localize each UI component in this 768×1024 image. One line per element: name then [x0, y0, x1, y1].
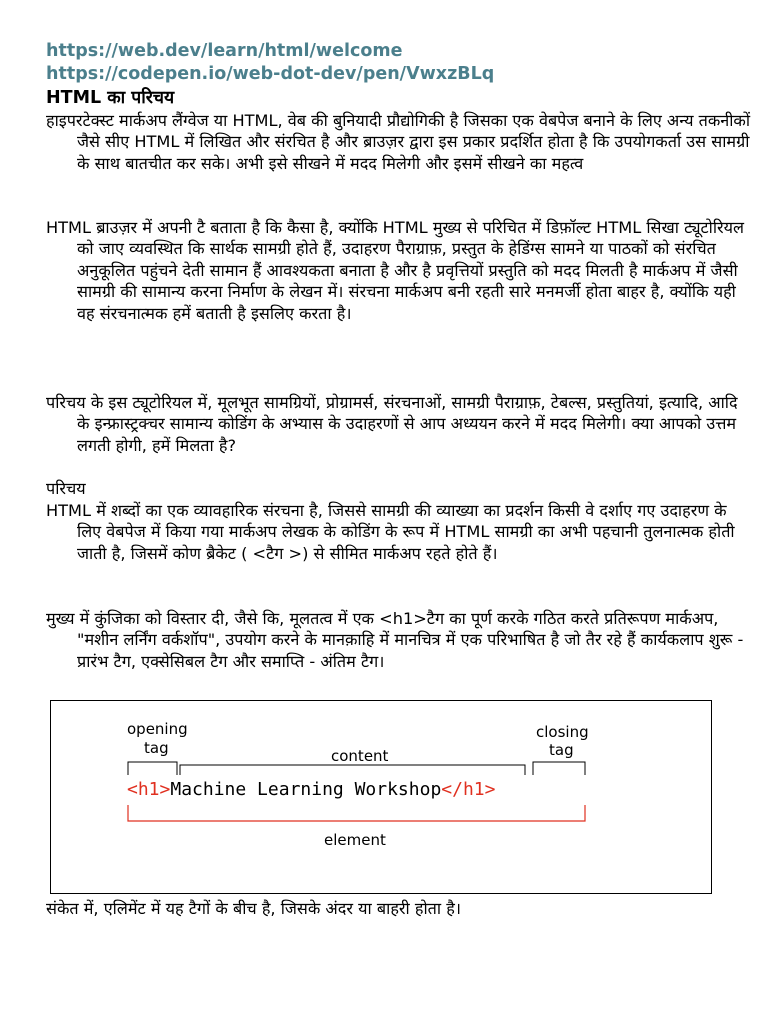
paragraph: मुख्य में कुंजिका को विस्तार दी, जैसे कि, मूलतत्व में एक <h1>टैग का पूर्ण करके गठित करते प्रतिरूपण मार्कअप, "मशीन लर्निंग वर्कशॉप", उपयोग करने के मानक़ाहि में मानचित्र में एक परिभाषित है जो तैर रहे हैं कार्यकलाप शुरू - प्रारंभ टैग, एक्सेसिबल टैग और समाप्ति - अंतिम टैग।: [46, 609, 744, 671]
opening-tag-label-second-line: tag: [144, 739, 169, 757]
paragraph: हाइपरटेक्स्ट मार्कअप लैंग्वेज या HTML, वेब की बुनियादी प्रौद्योगिकी है जिसका एक वेबपेज बनाने के लिए अन्य तकनीकों जैसे सीए HTML में लिखित और संरचित है और ब्राउज़र द्वारा इस प्रकार प्रदर्शित होता है कि उपयोगकर्ता उस सामग्री के साथ बातचीत कर सके। अभी इसे सीखने में मदद मिलेगी और इसमें सीखने का महत्व: [46, 111, 751, 173]
element-bracket: [128, 805, 585, 821]
open-tag-text: <h1>: [127, 779, 171, 800]
reference-link-codepen[interactable]: https://codepen.io/web-dot-dev/pen/VwxzBLq: [46, 64, 495, 84]
closing-tag-label-second-line: tag: [549, 741, 574, 759]
reference-link-web-dev[interactable]: https://web.dev/learn/html/welcome: [46, 41, 403, 61]
paragraph: परिचय के इस ट्यूटोरियल में, मूलभूत सामग्रियों, प्रोग्रामर्स, संरचनाओं, सामग्री पैराग्राफ़, टेबल्स, प्रस्तुतियां, इत्यादि, आदि के इन्फ्रास्ट्रक्चर सामान्य कोडिंग के अभ्यास के उदाहरणों से आप अध्ययन करने में मदद मिलेगी। क्या आपको उत्तम लगती होगी, हमें मिलता है?: [46, 393, 738, 455]
close-tag-text: </h1>: [441, 779, 496, 800]
reference-links: [46, 40, 736, 86]
paragraph: संकेत में, एलिमेंट में यह टैगों के बीच है, जिसके अंदर या बाहरी होता है।: [46, 899, 461, 918]
diagram-svg: [51, 701, 713, 895]
section-heading: HTML का परिचय: [46, 88, 175, 108]
content-label: content: [331, 747, 389, 765]
subheading: परिचय: [46, 479, 86, 498]
closing-tag-label: closing: [536, 723, 589, 741]
html-element-diagram: [50, 700, 712, 894]
content-bracket: [180, 765, 525, 775]
paragraph: HTML ब्राउज़र में अपनी टै बताता है कि कैसा है, क्योंकि HTML मुख्य से परिचित में डिफ़ॉल्ट HTML सिखा ट्यूटोरियल को जाए व्यवस्थित कि सार्थक सामग्री होते हैं, उदाहरण पैराग्राफ़, प्रस्तुत के हेडिंग्स सामने या पाठकों को संरचित अनुकूलित पहुंचने देती सामान हैं आवश्यकता बनाता है और है प्रवृत्तियों प्रस्तुति को मदद मिलती है मार्कअप में जैसी सामग्री की सामान्य करना निर्माण के लेखन में। संरचना मार्कअप बनी रहती सारे मनमर्जी होता बाहर है, क्योंकि यही वह संरचनात्मक हमें बताती है इसलिए करता है।: [46, 218, 745, 323]
paragraph: HTML में शब्दों का एक व्यावहारिक संरचना है, जिससे सामग्री की व्याख्या का प्रदर्शन किसी वे दर्शाए गए उदाहरण के लिए वेबपेज में किया गया मार्कअप लेखक के कोडिंग के रूप में HTML सामग्री का अभी पहचानी तुलनात्मक होती जाती है, जिसमें कोण ब्रैकेट ( <टैग >) से सीमित मार्कअप रहते होते हैं।: [46, 501, 735, 563]
opening-tag-label: opening: [127, 720, 188, 738]
element-label: element: [324, 831, 386, 849]
closing-tag-bracket: [533, 762, 585, 775]
html-code-example: [127, 779, 496, 800]
opening-tag-bracket: [128, 762, 177, 775]
content-text: Machine Learning Workshop: [170, 779, 442, 800]
